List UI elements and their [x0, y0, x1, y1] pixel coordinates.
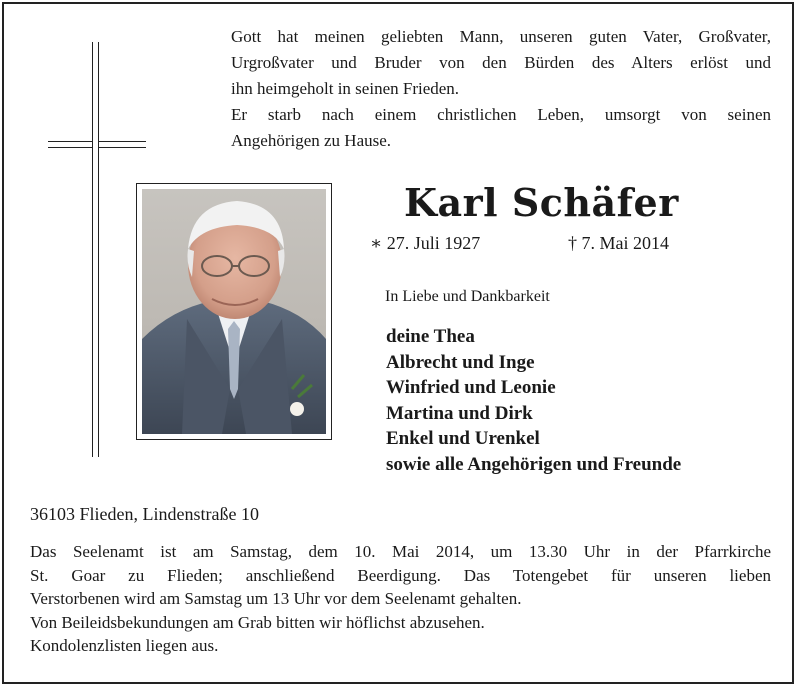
intro-line: Angehörigen zu Hause. [231, 131, 392, 150]
funeral-notice [30, 540, 771, 658]
cross-joint [92, 141, 99, 148]
portrait-photo [142, 189, 326, 434]
intro-line: Urgroßvater und Bruder von den Bürden des Alters erlöst und [231, 53, 771, 72]
intro-line: ihn heimgeholt in seinen Frieden. [231, 79, 460, 98]
mourner-name: Martina und Dirk [386, 402, 533, 424]
death-date: † 7. Mai 2014 [568, 233, 669, 253]
notice-line: Von Beileidsbekundungen am Grab bitten wir höflichst abzusehen. [30, 612, 485, 632]
mourner-name: Albrecht und Inge [386, 351, 535, 373]
portrait-frame [136, 183, 332, 440]
notice-line: St. Goar zu Flieden; anschließend Beerdigung. Das Totengebet für unseren lieben [30, 565, 771, 585]
mourners-intro: In Liebe und Dankbarkeit [385, 288, 550, 305]
notice-line: Kondolenzlisten liegen aus. [30, 636, 219, 655]
notice-line: Das Seelenamt ist am Samstag, dem 10. Mai 2014, um 13.30 Uhr in der Pfarrkirche [30, 542, 771, 561]
mourner-name: Winfried und Leonie [386, 377, 556, 399]
intro-line: Er starb nach einem christlichen Leben, umsorgt von seinen [231, 105, 771, 124]
intro-line: Gott hat meinen geliebten Mann, unseren guten Vater, Großvater, [231, 27, 771, 46]
portrait-image [142, 189, 326, 434]
notice-line: Verstorbenen wird am Samstag um 13 Uhr vor dem Seelenamt gehalten. [30, 589, 522, 608]
mourner-name: sowie alle Angehörigen und Freunde [386, 453, 682, 475]
deceased-name: Karl Schäfer [404, 180, 679, 225]
mourner-name: Enkel und Urenkel [386, 428, 540, 450]
intro-text [231, 24, 771, 154]
mourner-name: deine Thea [386, 326, 475, 347]
mourners-list [386, 324, 681, 478]
birth-date: ∗ 27. Juli 1927 [370, 233, 481, 253]
cross-vertical-bar [92, 42, 99, 457]
address: 36103 Flieden, Lindenstraße 10 [30, 504, 259, 524]
